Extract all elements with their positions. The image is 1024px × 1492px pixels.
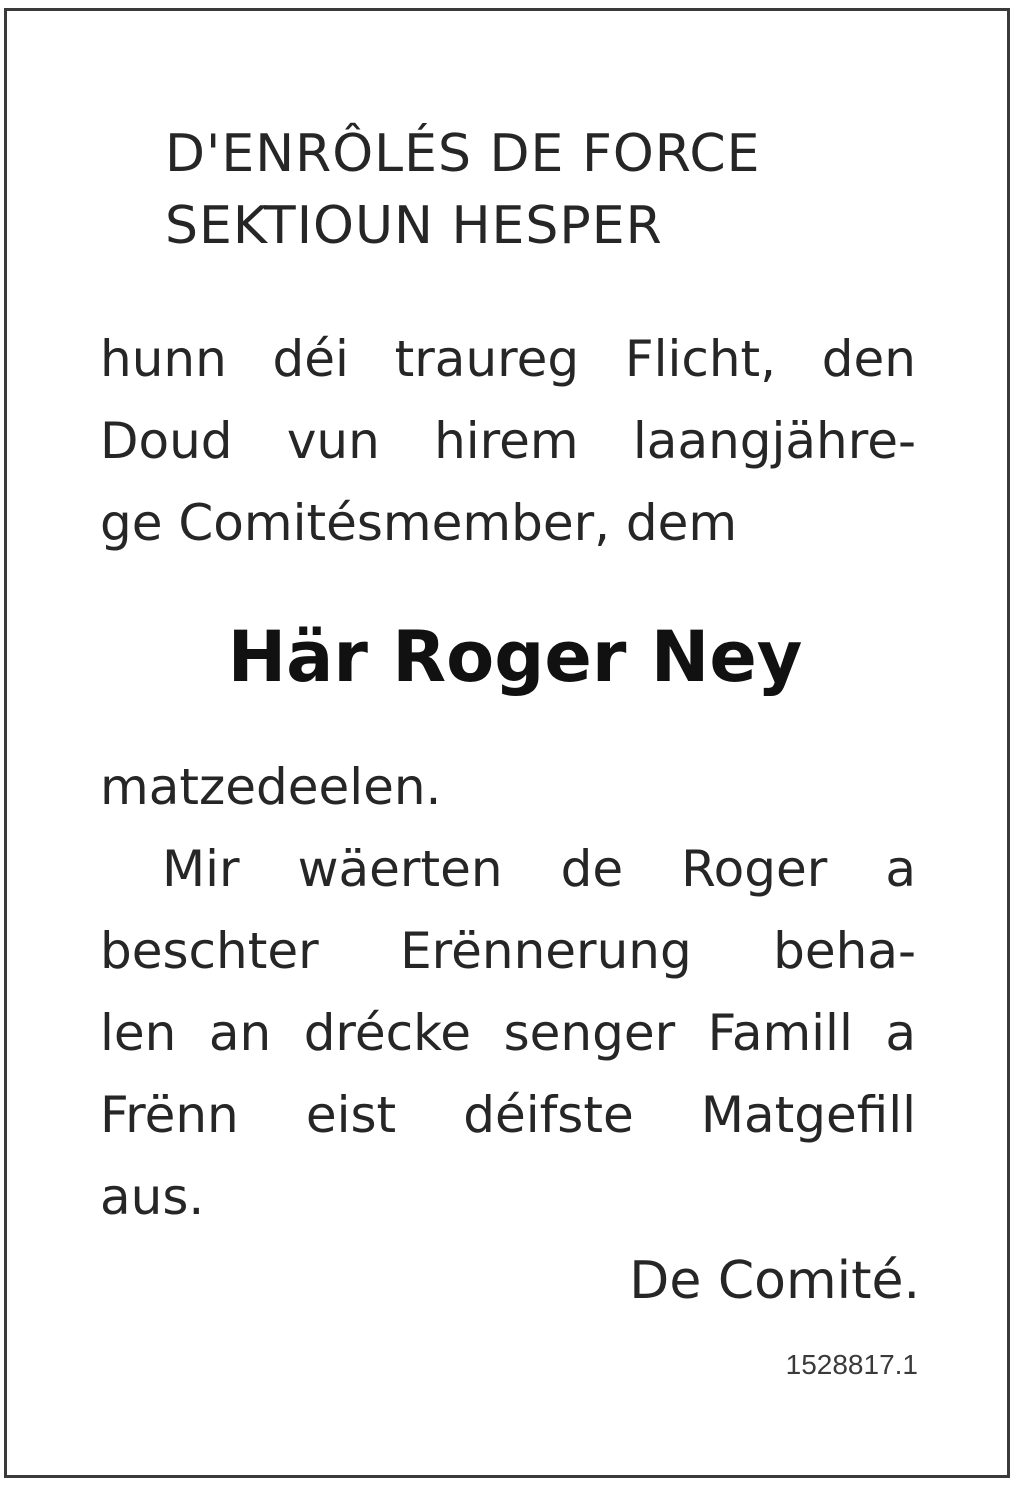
notice-heading	[165, 118, 760, 262]
body-line: Frënn eist déifste Matgefill	[100, 1086, 916, 1144]
heading-line-1: D'ENRÔLÉS DE FORCE	[165, 124, 761, 184]
intro-paragraph	[100, 318, 916, 564]
signature: De Comité.	[629, 1251, 920, 1311]
reference-number: 1528817.1	[785, 1349, 918, 1380]
intro-line: hunn déi traureg Flicht, den	[100, 330, 916, 388]
body-paragraph	[100, 746, 916, 1238]
body-line: aus.	[100, 1168, 205, 1226]
deceased-name: Här Roger Ney	[227, 616, 803, 698]
body-line: matzedeelen.	[100, 758, 442, 816]
intro-line: Doud vun hirem laangjähre-	[100, 412, 916, 470]
body-line: beschter Erënnerung beha-	[100, 922, 916, 980]
intro-line: ge Comitésmember, dem	[100, 494, 738, 552]
heading-line-2: SEKTIOUN HESPER	[165, 196, 663, 256]
body-line: Mir wäerten de Roger a	[162, 840, 916, 898]
body-line: len an drécke senger Famill a	[100, 1004, 916, 1062]
